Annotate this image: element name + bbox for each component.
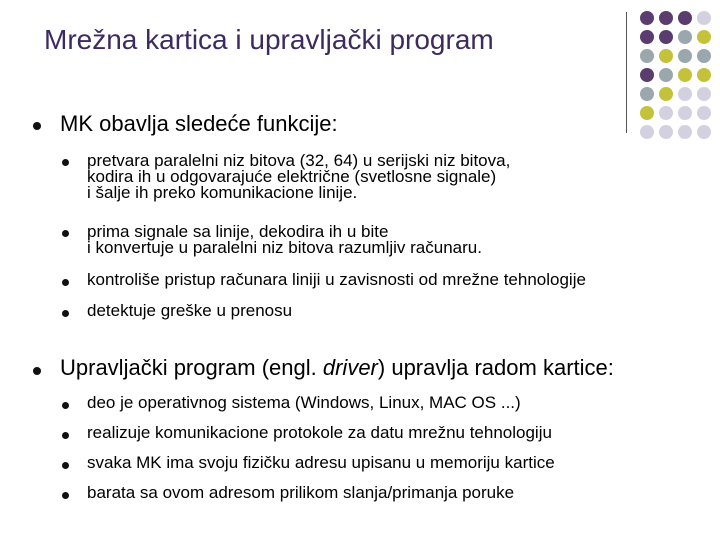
bullet-icon xyxy=(62,432,69,439)
bullet-icon xyxy=(62,159,69,166)
section-2-item-3: svaka MK ima svoju fizičku adresu upisanu u memoriju kartice xyxy=(87,453,555,472)
decorative-dot xyxy=(659,49,673,63)
decorative-dot xyxy=(640,11,654,25)
decorative-dot xyxy=(640,106,654,120)
decorative-dot xyxy=(678,11,692,25)
decorative-dot xyxy=(659,87,673,101)
bullet-icon xyxy=(33,367,41,375)
decorative-dot xyxy=(678,125,692,139)
decorative-dot xyxy=(640,68,654,82)
decorative-dot xyxy=(659,11,673,25)
decorative-dot xyxy=(697,49,711,63)
bullet-icon xyxy=(62,310,69,317)
decorative-dot xyxy=(697,11,711,25)
section-2-heading: Upravljački program (engl. driver) upravlja radom kartice: xyxy=(60,355,614,380)
driver-term: driver xyxy=(322,355,378,380)
bullet-icon xyxy=(33,122,41,130)
section-1-item-2: prima signale sa linije, dekodira ih u bite i konvertuje u paralelni niz bitova razumljiv računaru. xyxy=(87,222,482,257)
section-2-item-4: barata sa ovom adresom prilikom slanja/primanja poruke xyxy=(87,483,515,502)
section-2-item-1: deo je operativnog sistema (Windows, Linux, MAC OS ...) xyxy=(87,393,521,412)
decorative-dot xyxy=(640,30,654,44)
section-2-item-2: realizuje komunikacione protokole za datu mrežnu tehnologiju xyxy=(87,423,552,442)
decorative-dot xyxy=(678,30,692,44)
section-1-item-1: pretvara paralelni niz bitova (32, 64) u serijski niz bitova, kodira ih u odgovarajuće električne (svetlosne signale) i šalje ih preko komunikacione linije. xyxy=(87,151,511,202)
section-1-heading: MK obavlja sledeće funkcije: xyxy=(60,111,338,136)
bullet-icon xyxy=(62,492,69,499)
decorative-dot xyxy=(640,49,654,63)
decorative-dot xyxy=(697,106,711,120)
bullet-icon xyxy=(62,402,69,409)
section-1-item-4: detektuje greške u prenosu xyxy=(87,301,293,320)
decorative-dot xyxy=(659,125,673,139)
bullet-icon xyxy=(62,230,69,237)
section-1-item-3: kontroliše pristup računara liniji u zavisnosti od mrežne tehnologije xyxy=(87,270,586,289)
decorative-dot xyxy=(659,106,673,120)
decorative-dot xyxy=(640,87,654,101)
decorative-dot xyxy=(697,30,711,44)
decorative-dot xyxy=(659,68,673,82)
decorative-dot xyxy=(678,106,692,120)
bullet-icon xyxy=(62,279,69,286)
slide-title: Mrežna kartica i upravljački program xyxy=(44,24,494,55)
decorative-dot xyxy=(678,49,692,63)
decorative-dot xyxy=(640,125,654,139)
bullet-icon xyxy=(62,462,69,469)
divider-line xyxy=(626,12,627,133)
decorative-dot xyxy=(697,87,711,101)
decorative-dot xyxy=(697,125,711,139)
decorative-dot xyxy=(678,87,692,101)
decorative-dot xyxy=(697,68,711,82)
decorative-dot xyxy=(659,30,673,44)
decorative-dot xyxy=(678,68,692,82)
